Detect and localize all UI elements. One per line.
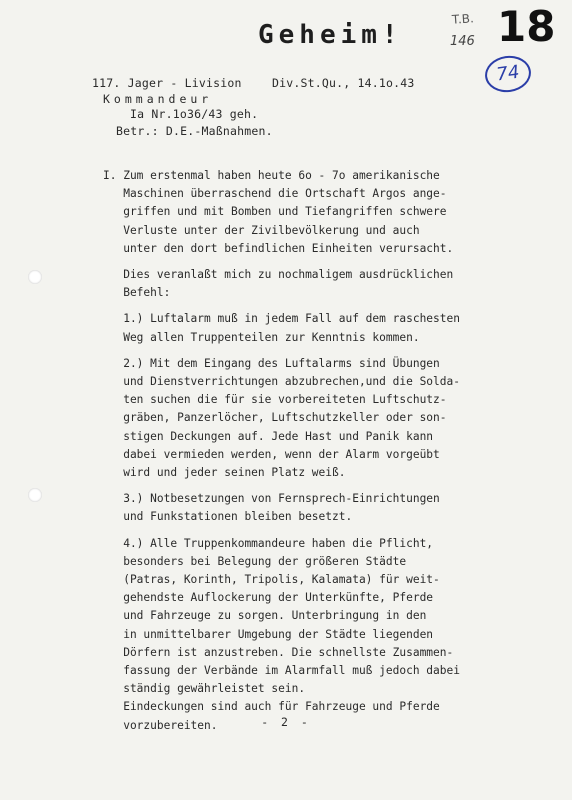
tb-number: 146 (450, 34, 475, 49)
classification-stamp: Geheim! (258, 20, 403, 50)
reference-line: Ia Nr.1o36/43 geh. (130, 107, 259, 121)
punch-hole (28, 488, 42, 502)
sender-line: 117. Jager - Livision (92, 76, 242, 90)
paragraph: I. Zum erstenmal haben heute 6o - 7o amerikanische Maschinen überraschend die Ortschaft Argos ange- griffen und mit Bomben und Tiefangriffen schwere Verluste unter der Zivilbevölkerung und auch unter den dort befindlichen Einheiten verursacht. (103, 169, 454, 255)
subject-line: Betr.: D.E.-Maßnahmen. (116, 124, 273, 138)
punch-hole (28, 270, 42, 284)
document-body (103, 167, 483, 743)
paragraph: 3.) Notbesetzungen von Fernsprech-Einrichtungen und Funkstationen bleiben besetzt. (123, 492, 440, 524)
paragraph: Dies veranlaßt mich zu nochmaligem ausdrücklichen Befehl: (123, 268, 454, 300)
paragraph: 1.) Luftalarm muß in jedem Fall auf dem raschesten Weg allen Truppenteilen zur Kenntnis kommen. (123, 312, 460, 344)
paragraph: 4.) Alle Truppenkommandeure haben die Pflicht, besonders bei Belegung der größeren Städte (Patras, Korinth, Tripolis, Kalamata) für weit- gehendste Auflockerung der Unterkünfte, Pferde und Fahrzeuge zu sorgen. Unterbringung in den in unmittelbarer Umgebung der Städte liegenden Dörfern ist anzustreben. Die schnellste Zusammen- fassung der Verbände im Alarmfall muß jedoch dabei ständig gewährleistet sein. Eindeckungen sind auch für Fahrzeuge und Pferde vorzubereiten. (123, 536, 460, 732)
page-marker: - 2 - (261, 715, 311, 729)
paragraph: 2.) Mit dem Eingang des Luftalarms sind Übungen und Dienstverrichtungen abzubrechen,und die Solda- ten suchen die für sie vorbereiteten Luftschutz- gräben, Panzerlöcher, Luftschutzkeller oder son- stigen Deckungen auf. Jede Hast und Panik kann dabei vermieden werden, wenn der Alarm vorgeübt wird und jeder seinen Platz weiß. (123, 356, 460, 480)
office-date-line: Div.St.Qu., 14.1o.43 (272, 76, 415, 90)
archive-number: 18 (497, 2, 556, 51)
circled-number: 74 (483, 53, 534, 95)
tb-label: T.B. (451, 11, 475, 27)
title-line: Kommandeur (103, 92, 213, 106)
